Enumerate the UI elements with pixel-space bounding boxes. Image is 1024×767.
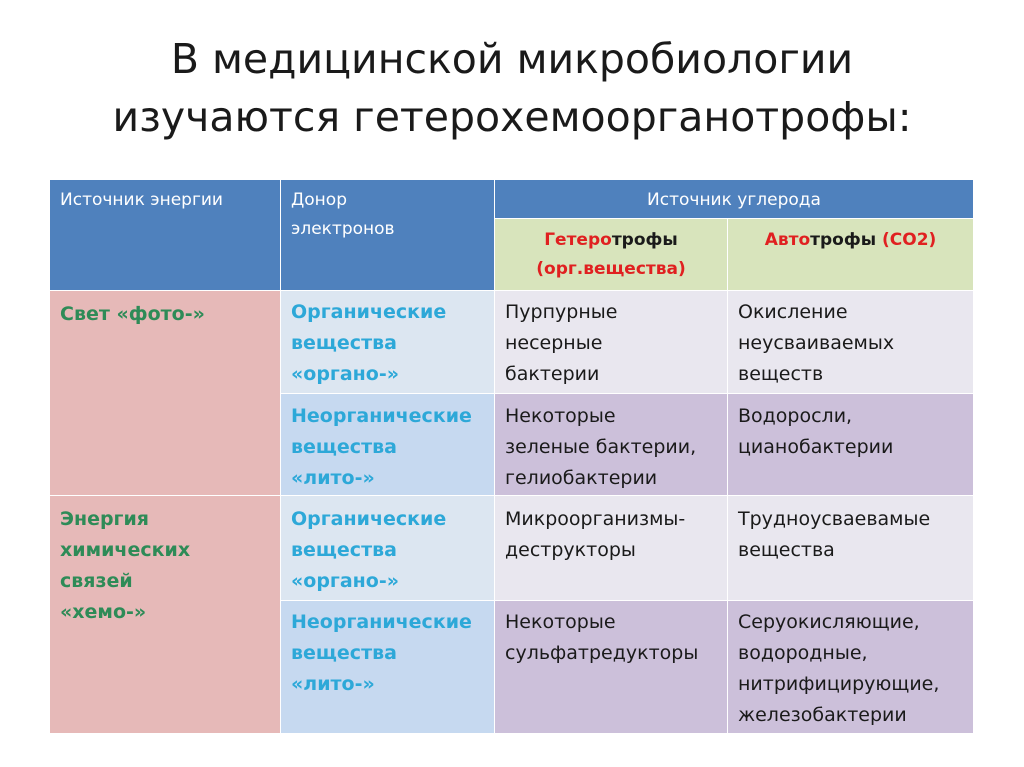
- energy-chemical-cell: Энергия химических связей «хемо-»: [50, 496, 280, 733]
- donor-organic-2: Органические вещества «органо-»: [281, 496, 494, 600]
- hetero-cell-4: Некоторые сульфатредукторы: [495, 601, 727, 733]
- auto-co2: (СО2): [882, 230, 937, 250]
- slide-title: [40, 30, 984, 146]
- auto-cell-1: Окисление неусваиваемых веществ: [728, 291, 973, 393]
- hetero-prefix: Гетеро: [544, 230, 612, 250]
- header-carbon-source: Источник углерода: [495, 180, 973, 218]
- hetero-cell-3: Микроорганизмы- деструкторы: [495, 496, 727, 600]
- auto-cell-2: Водоросли, цианобактерии: [728, 394, 973, 495]
- header-electron-donor: Донор электронов: [281, 180, 494, 290]
- subheader-autotrophs: [728, 219, 973, 290]
- title-line-2: изучаются гетерохемоорганотрофы:: [112, 93, 912, 141]
- auto-cell-4: Серуокисляющие, водородные, нитрифицирующие, железобактерии: [728, 601, 973, 733]
- hetero-note: (орг.вещества): [536, 259, 686, 279]
- auto-prefix: Авто: [764, 230, 811, 250]
- hetero-cell-2: Некоторые зеленые бактерии, гелиобактерии: [495, 394, 727, 495]
- auto-suffix: трофы: [810, 230, 883, 250]
- subheader-heterotrophs: [495, 219, 727, 290]
- auto-cell-3: Трудноусваевамые вещества: [728, 496, 973, 600]
- donor-inorganic-1: Неорганические вещества «лито-»: [281, 394, 494, 495]
- energy-light-cell: Свет «фото-»: [50, 291, 280, 495]
- title-line-1: В медицинской микробиологии: [170, 35, 854, 83]
- donor-organic-1: Органические вещества «органо-»: [281, 291, 494, 393]
- hetero-suffix: трофы: [611, 230, 678, 250]
- header-energy-source: Источник энергии: [50, 180, 280, 290]
- donor-inorganic-2: Неорганические вещества «лито-»: [281, 601, 494, 733]
- hetero-cell-1: Пурпурные несерные бактерии: [495, 291, 727, 393]
